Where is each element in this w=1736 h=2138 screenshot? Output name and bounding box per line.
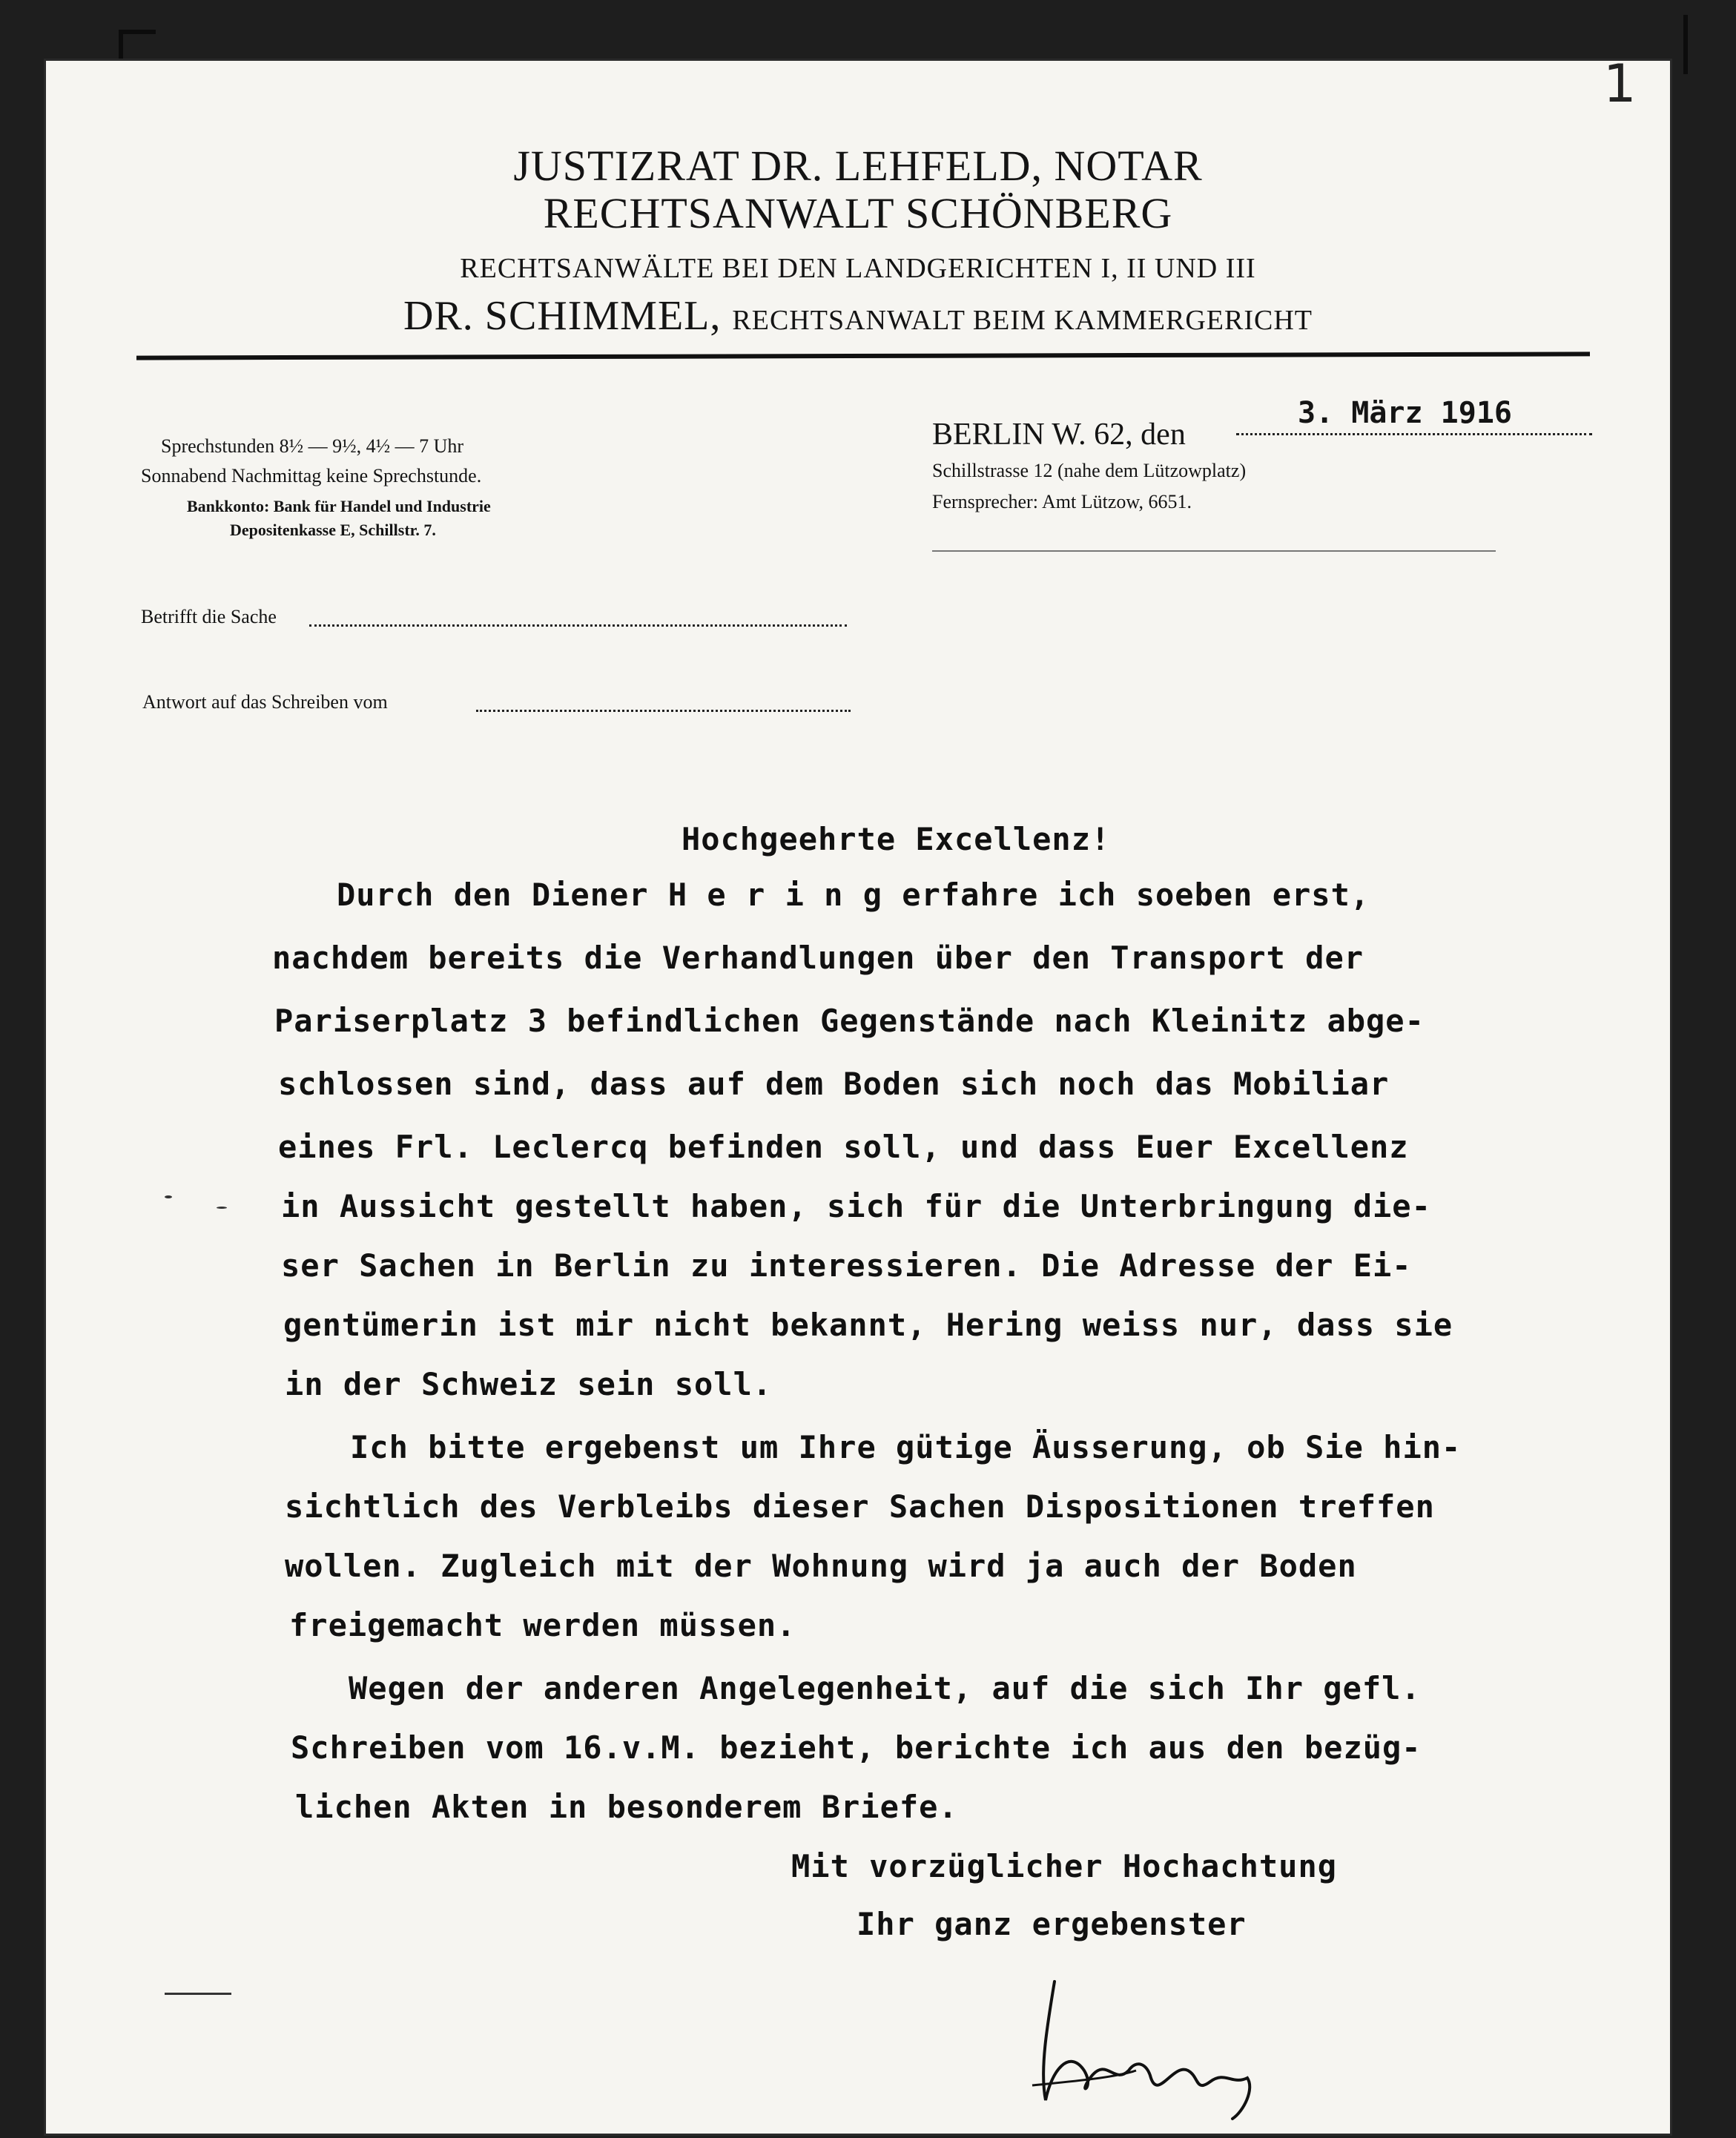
address-phone: Fernsprecher: Amt Lützow, 6651. bbox=[932, 491, 1192, 512]
bank-account-line-1: Bankkonto: Bank für Handel und Industrie bbox=[187, 497, 491, 515]
office-saturday: Sonnabend Nachmittag keine Sprechstunde. bbox=[141, 465, 482, 486]
letter-line: Ich bitte ergebenst um Ihre gütige Äusserung, ob Sie hin- bbox=[350, 1429, 1462, 1465]
letter-date: 3. März 1916 bbox=[1298, 396, 1512, 430]
letter-line: wollen. Zugleich mit der Wohnung wird ja auch der Boden bbox=[285, 1548, 1357, 1584]
letterhead-schimmel: DR. SCHIMMEL, bbox=[403, 293, 722, 339]
address-street: Schillstrasse 12 (nahe dem Lützowplatz) bbox=[932, 460, 1247, 481]
address-place: BERLIN W. 62, den bbox=[932, 418, 1186, 452]
office-hours: Sprechstunden 8½ — 9½, 4½ — 7 Uhr bbox=[161, 435, 464, 457]
frame-corner-top-right bbox=[1683, 15, 1688, 74]
letter-line: lichen Akten in besonderem Briefe. bbox=[295, 1789, 958, 1825]
letter-line: Wegen der anderen Angelegenheit, auf die sich Ihr gefl. bbox=[349, 1670, 1421, 1706]
letter-line: in Aussicht gestellt haben, sich für die Unterbringung die- bbox=[281, 1188, 1431, 1224]
letter-line: schlossen sind, dass auf dem Boden sich noch das Mobiliar bbox=[278, 1066, 1390, 1102]
letter-line: eines Frl. Leclercq befinden soll, und dass Euer Excellenz bbox=[278, 1129, 1409, 1165]
letter-line: gentümerin ist mir nicht bekannt, Hering weiss nur, dass sie bbox=[283, 1307, 1453, 1343]
scan-speck bbox=[165, 1195, 172, 1198]
letterhead-line-4 bbox=[46, 292, 1670, 340]
letter-page bbox=[46, 61, 1670, 2134]
letter-line: Schreiben vom 16.v.M. bezieht, berichte ich aus den bezüg- bbox=[291, 1729, 1422, 1766]
date-dotted-line bbox=[1236, 433, 1592, 435]
letterhead-line-3: RECHTSANWÄLTE BEI DEN LANDGERICHTEN I, II UND III bbox=[460, 253, 1256, 284]
bank-account-line-2: Depositenkasse E, Schillstr. 7. bbox=[230, 521, 436, 539]
letter-line: in der Schweiz sein soll. bbox=[285, 1366, 773, 1402]
reply-dotted-line bbox=[476, 710, 851, 712]
letterhead-rule bbox=[136, 352, 1590, 360]
letter-line: nachdem bereits die Verhandlungen über den Transport der bbox=[272, 940, 1364, 976]
letter-line: Pariserplatz 3 befindlichen Gegenstände nach Kleinitz abge- bbox=[274, 1003, 1425, 1039]
subject-dotted-line bbox=[309, 624, 847, 627]
frame-corner-top-left-h bbox=[119, 30, 156, 34]
letterhead-kammergericht: RECHTSANWALT BEIM KAMMERGERICHT bbox=[732, 305, 1313, 336]
closing-line-2: Ihr ganz ergebenster bbox=[857, 1906, 1247, 1942]
letter-line: Durch den Diener H e r i n g erfahre ich soeben erst, bbox=[337, 877, 1370, 913]
letterhead-line-1: JUSTIZRAT DR. LEHFELD, NOTAR bbox=[513, 142, 1203, 190]
address-rule bbox=[932, 550, 1496, 552]
letter-line: freigemacht werden müssen. bbox=[289, 1607, 796, 1643]
signature-mark bbox=[1025, 1959, 1336, 2122]
reply-label: Antwort auf das Schreiben vom bbox=[142, 691, 388, 713]
scan-speck bbox=[217, 1207, 227, 1209]
letter-line: sichtlich des Verbleibs dieser Sachen Dispositionen treffen bbox=[285, 1488, 1435, 1525]
page-number: 1 bbox=[1603, 61, 1637, 114]
subject-label: Betrifft die Sache bbox=[141, 606, 277, 627]
salutation: Hochgeehrte Excellenz! bbox=[681, 821, 1111, 857]
letter-line: ser Sachen in Berlin zu interessieren. Die Adresse der Ei- bbox=[281, 1247, 1412, 1284]
scan-speck bbox=[165, 1993, 231, 1995]
closing-line-1: Mit vorzüglicher Hochachtung bbox=[791, 1848, 1338, 1884]
letterhead-line-2: RECHTSANWALT SCHÖNBERG bbox=[543, 189, 1173, 237]
